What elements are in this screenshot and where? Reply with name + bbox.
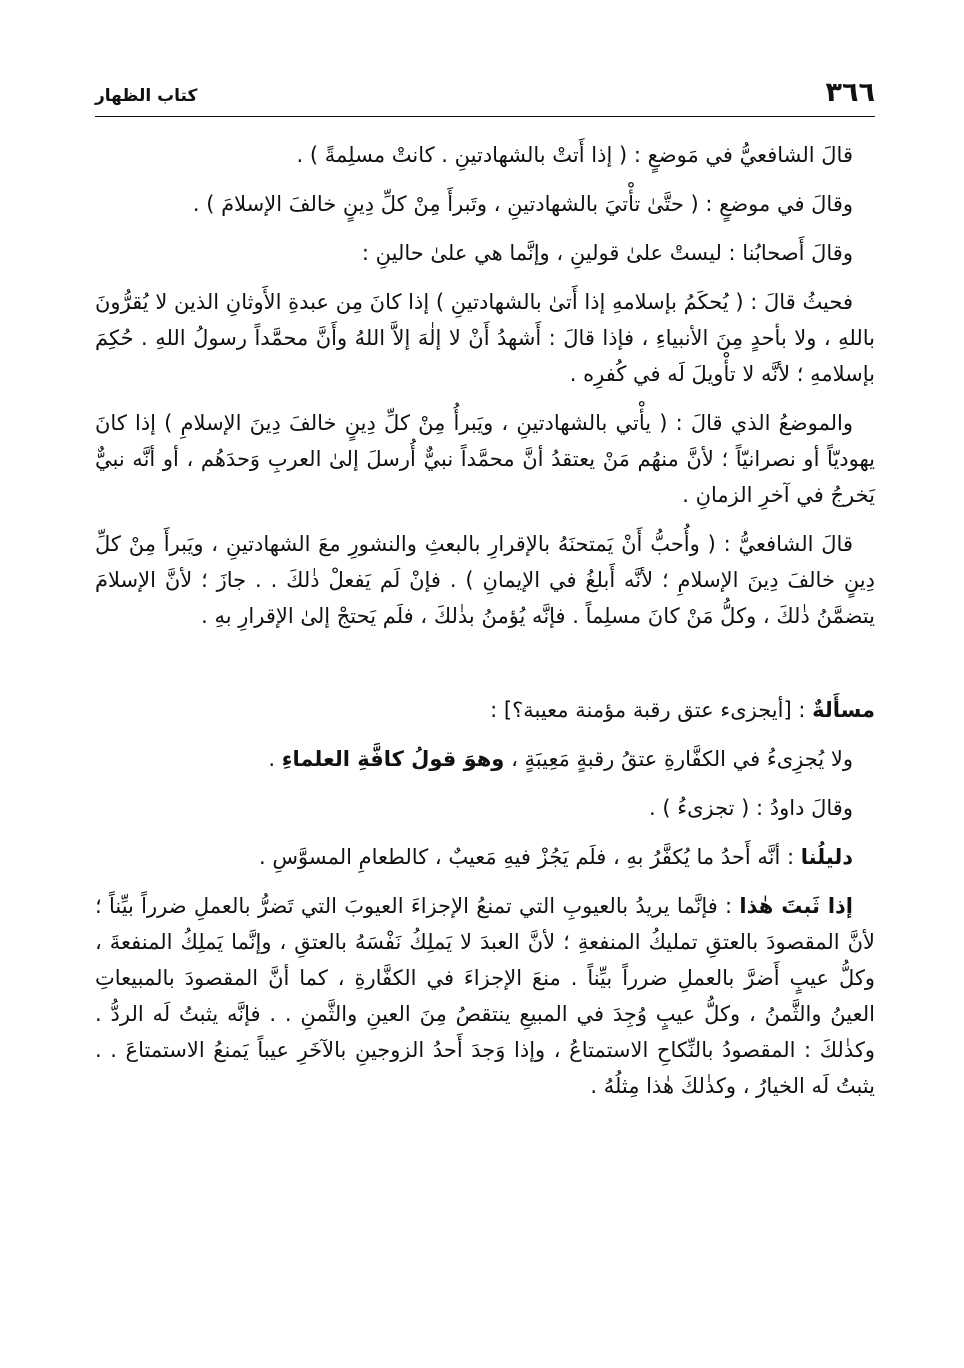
masala-section (95, 692, 875, 1104)
paragraph: والموضعُ الذي قالَ : ( يأْتي بالشهادتينِ ، ويَبرأُ مِنْ كلِّ دِينٍ خالفَ دِينَ الإسلامِ ) إذا كانَ يهوديّاً أو نصرانيّاً ؛ لأنَّ منهُم مَنْ يعتقدُ أنَّ محمَّداً نبيٌّ أُرسلَ إلىٰ العربِ وَحدَهُم ، أو أنَّه نبيٌّ يَخرجُ في آخرِ الزمانِ . (95, 411, 875, 507)
paragraph (95, 839, 875, 875)
paragraph-text: ولا يُجزِىءُ في الكفَّارةِ عتقُ رقبةٍ مَعِيبَةٍ ، (511, 747, 853, 771)
masala-heading (95, 692, 875, 728)
page-number: ٣٦٦ (825, 77, 875, 108)
book-page (95, 70, 875, 1117)
paragraph: وقالَ داودُ : ( تجزىءُ ) . (648, 796, 853, 820)
paragraph (95, 741, 875, 777)
paragraph: فحيثُ قالَ : ( يُحكَمُ بإسلامهِ إذا أَتىٰ بالشهادتينِ ) إذا كانَ مِن عبدةِ الأَوثانِ الذين لا يُقرُّونَ باللهِ ، ولا بأحدٍ مِنَ الأنبياءِ ، فإذا قالَ : أَشهدُ أَنْ لا إلٰهَ إلاَّ اللهُ وأَنَّ محمَّداً رسولُ اللهِ . حُكِمَ بإسلامهِ ؛ لأنَّه لا تأْويلَ لَه في كُفرِه . (95, 290, 875, 386)
paragraph-text: : فإنَّما يريدُ بالعيوبِ التي تمنعُ الإجزاءَ العيوبَ التي تَضرُّ بالعملِ ضرراً بيِّناً ؛ لأنَّ المقصودَ بالعتقِ تمليكُ المنفعةِ ؛ لأنَّ العبدَ لا يَملِكُ نَفْسَهُ بالعتقِ ، وإنَّما يَملِكُ المنفعةَ ، وكلُّ عيبٍ أَضرَّ بالعملِ ضرراً بيِّناً . منعَ الإجزاءَ في الكفَّارةِ ، كما أنَّ المقصودَ بالمبيعاتِ العينُ والثَّمنُ ، وكلُّ عيبٍ وُجِدَ في المبيعِ ينتقصُ مِنَ العينِ والثَّمنِ . . فإنَّه يثبتُ لَه الردُّ . وكذٰلكَ : المقصودُ بالنِّكاحِ الاستمتاعُ ، وإذا وَجدَ أَحدُ الزوجينِ بالآخَرِ عيباً يَمنعُ الاستمتاعَ . . يثبتُ لَه الخيارُ ، وكذٰلكَ هٰذا مِثلُهُ . (95, 894, 875, 1098)
emphasis-text: وهوَ قولُ كافَّةِ العلماءِ (281, 747, 505, 771)
evidence-label: دليلُنا (800, 845, 853, 869)
established-label: إذا ثَبتَ هٰذا (739, 894, 853, 918)
paragraph-end: . (268, 747, 276, 771)
paragraph: قالَ الشافعيُّ : ( وأُحبُّ أَنْ يَمتحنَهُ بالإقرارِ بالبعثِ والنشورِ معَ الشهادتينِ ، ويَبرأَ مِنْ كلِّ دِينٍ خالفَ دِينَ الإسلامِ ؛ لأنَّه أَبلغُ في الإيمانِ ) . فإنْ لَم يَفعلْ ذٰلكَ . . جازَ ؛ لأنَّ الإسلامَ يتضمَّنُ ذٰلكَ ، وكلُّ مَنْ كانَ مسلِماً . فإنَّه يُؤمنُ بذٰلكَ ، فلَم يَحتجْ إلىٰ الإقرارِ بهِ . (95, 532, 875, 628)
paragraph: قالَ الشافعيُّ في مَوضعٍ : ( إذا أَتتْ بالشهادتينِ . كانتْ مسلِمةً ) . (296, 143, 853, 167)
paragraph: وقالَ أَصحابُنا : ليستْ علىٰ قولينِ ، وإنَّما هي علىٰ حالينِ : (361, 241, 853, 265)
paragraph: وقالَ في موضعٍ : ( حتَّىٰ تأْتيَ بالشهادتينِ ، وتَبرأَ مِنْ كلِّ دِينٍ خالفَ الإسلامَ ) . (192, 192, 853, 216)
page-header (95, 70, 875, 117)
paragraph (95, 888, 875, 1104)
masala-heading-text: : [أيجزىء عتق رقبة مؤمنة معيبة؟] : (490, 698, 806, 722)
page-body (95, 137, 875, 1104)
running-title: كتاب الظهار (95, 86, 198, 106)
paragraph-text: : أنَّه أَحدُ ما يُكفَّرُ بهِ ، فلَم يَجُزْ فيهِ مَعيبٌ ، كالطعامِ المسوَّسِ . (259, 845, 795, 869)
masala-label: مسأَلةٌ (812, 698, 875, 722)
